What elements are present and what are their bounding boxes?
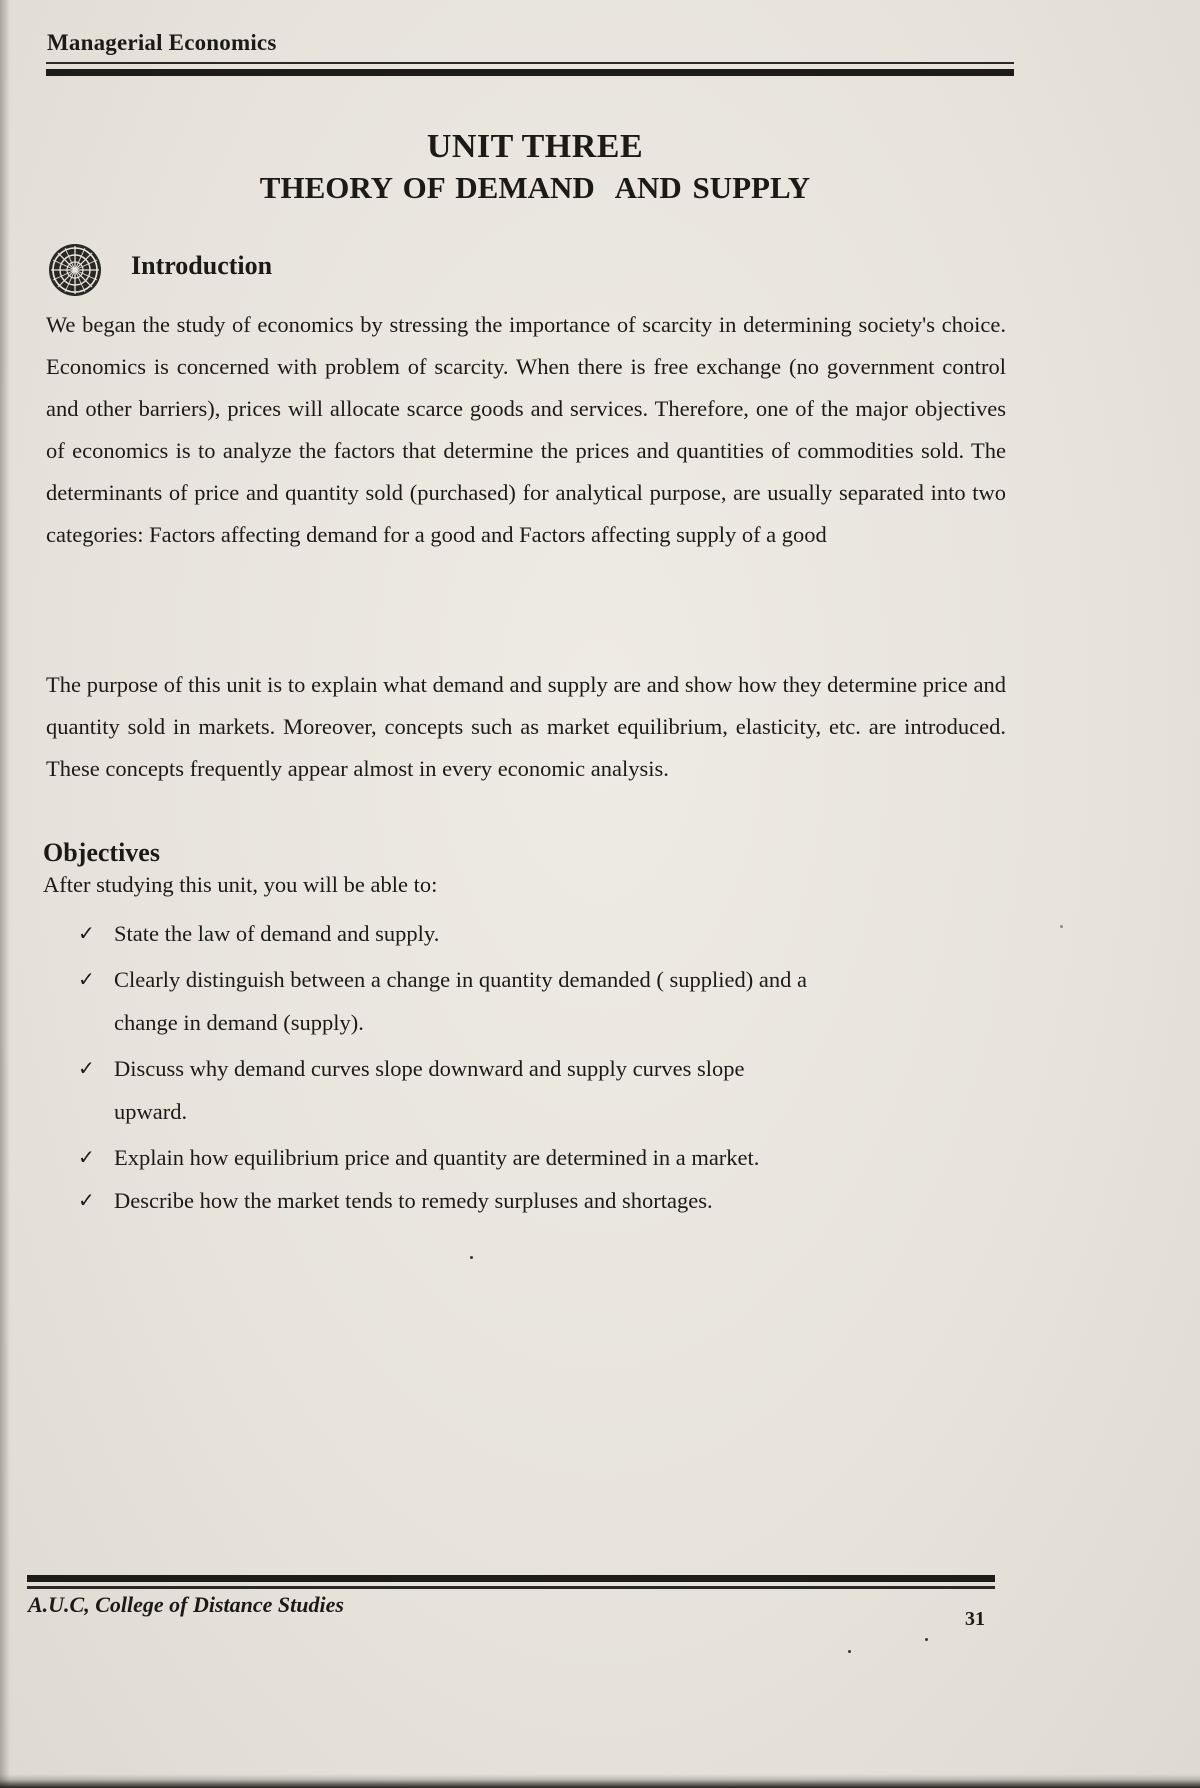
header-rule-thin <box>46 62 1014 64</box>
check-icon: ✓ <box>78 967 95 991</box>
running-header: Managerial Economics <box>47 30 277 55</box>
footer-rule-thin <box>27 1586 995 1589</box>
page-edge-shadow <box>0 0 10 1788</box>
objective-text: Discuss why demand curves slope downward and supply curves slope upward. <box>114 1056 745 1124</box>
introduction-paragraph: The purpose of this unit is to explain what demand and supply are and show how they determine price and quantity sold in markets. Moreover, concepts such as market equilibrium, elasticity, etc. are introduced. These concepts frequently appear almost in every economic analysis. <box>46 672 1006 781</box>
check-icon: ✓ <box>78 1056 95 1080</box>
footer-rule-thick <box>27 1575 995 1582</box>
objective-text: State the law of demand and supply. <box>114 921 440 946</box>
unit-subtitle: THEORY OF DEMAND AND SUPPLY <box>259 170 811 205</box>
objective-item <box>74 912 834 955</box>
objectives-heading: Objectives <box>43 838 160 867</box>
paper-speck <box>848 1650 851 1653</box>
introduction-heading: Introduction <box>131 251 273 280</box>
paper-speck <box>1060 925 1063 928</box>
paper-speck <box>470 1256 473 1259</box>
header-rule-thick <box>46 69 1014 76</box>
objective-item <box>74 1047 774 1133</box>
objectives-lead: After studying this unit, you will be able to: <box>43 872 438 897</box>
objective-item <box>74 1179 834 1222</box>
objective-item <box>74 958 814 1044</box>
objectives-list <box>74 912 834 1222</box>
footer-institution: A.U.C, College of Distance Studies <box>28 1592 344 1617</box>
check-icon: ✓ <box>78 921 95 945</box>
objective-text: Clearly distinguish between a change in quantity demanded ( supplied) and a change in demand (supply). <box>114 967 807 1035</box>
globe-icon <box>46 241 104 299</box>
check-icon: ✓ <box>78 1188 95 1212</box>
objective-text: Explain how equilibrium price and quantity are determined in a market. <box>114 1145 760 1170</box>
unit-title: UNIT THREE <box>426 128 644 165</box>
introduction-paragraph: We began the study of economics by stressing the importance of scarcity in determining society's choice. Economics is concerned with problem of scarcity. When there is free exchange (no government control and other barriers), prices will allocate scarce goods and services. Therefore, one of the major objectives of economics is to analyze the factors that determine the prices and quantities of commodities sold. The determinants of price and quantity sold (purchased) for analytical purpose, are usually separated into two categories: Factors affecting demand for a good and Factors affecting supply of a good <box>46 312 1006 547</box>
page-number: 31 <box>965 1608 985 1630</box>
objective-text: Describe how the market tends to remedy surpluses and shortages. <box>114 1188 713 1213</box>
check-icon: ✓ <box>78 1145 95 1169</box>
page-bottom-shadow <box>0 1774 1200 1788</box>
objective-item <box>74 1136 834 1179</box>
paper-speck <box>925 1638 928 1641</box>
